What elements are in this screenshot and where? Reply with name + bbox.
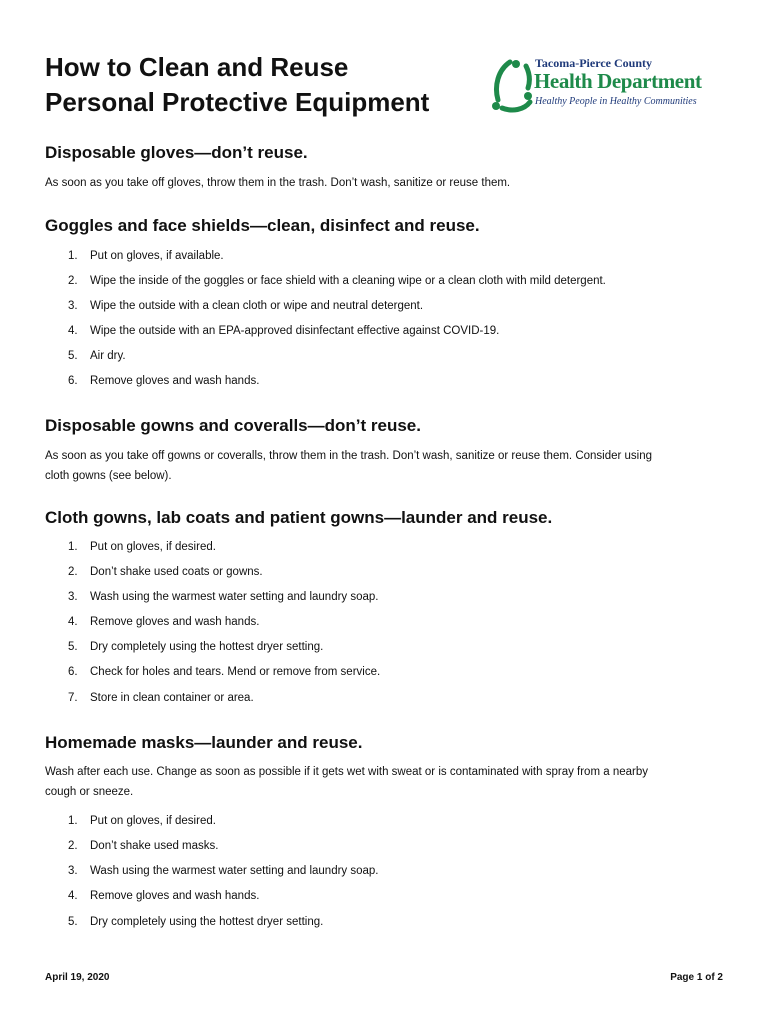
list-item-number: 4.: [68, 890, 78, 902]
list-item-text: Remove gloves and wash hands.: [90, 890, 260, 902]
list-item-number: 5.: [68, 350, 78, 362]
list-item-text: Remove gloves and wash hands.: [90, 616, 260, 628]
section-heading-goggles: Goggles and face shields—clean, disinfect and reuse.: [45, 216, 480, 235]
list-item-number: 5.: [68, 641, 78, 653]
list-item-text: Wipe the outside with an EPA-approved disinfectant effective against COVID-19.: [90, 325, 500, 337]
list-item-number: 3.: [68, 865, 78, 877]
list-item-text: Put on gloves, if available.: [90, 250, 224, 262]
page-title-line-1: How to Clean and Reuse: [45, 52, 349, 82]
logo-department-name: Health Department: [534, 69, 702, 93]
list-item-number: 6.: [68, 666, 78, 678]
paragraph-line: cloth gowns (see below).: [45, 470, 172, 482]
list-item-text: Store in clean container or area.: [90, 692, 254, 704]
list-item-text: Put on gloves, if desired.: [90, 541, 216, 553]
paragraph-line: As soon as you take off gowns or coveralls, throw them in the trash. Don’t wash, sanitize or reuse them. Consider using: [45, 450, 653, 462]
list-item-number: 6.: [68, 375, 78, 387]
list-item-number: 2.: [68, 275, 78, 287]
list-item-number: 4.: [68, 616, 78, 628]
footer-page-number: Page 1 of 2: [670, 972, 723, 983]
list-item-number: 4.: [68, 325, 78, 337]
health-department-logo: [490, 54, 730, 116]
list-item-number: 3.: [68, 300, 78, 312]
list-item-text: Remove gloves and wash hands.: [90, 375, 260, 387]
logo-tagline: Healthy People in Healthy Communities: [535, 96, 697, 107]
list-item-text: Dry completely using the hottest dryer setting.: [90, 641, 324, 653]
list-item-text: Wipe the outside with a clean cloth or wipe and neutral detergent.: [90, 300, 424, 312]
section-paragraph-disposable-gloves: [45, 173, 725, 193]
paragraph-line: cough or sneeze.: [45, 786, 134, 798]
list-item-text: Wipe the inside of the goggles or face shield with a cleaning wipe or a clean cloth with mild detergent.: [90, 275, 606, 287]
list-item-number: 1.: [68, 815, 78, 827]
list-item-text: Put on gloves, if desired.: [90, 815, 216, 827]
page-title: [45, 50, 475, 120]
section-heading-disposable-gloves: Disposable gloves—don’t reuse.: [45, 143, 308, 162]
section-heading-homemade-masks: Homemade masks—launder and reuse.: [45, 733, 363, 752]
list-item-text: Don’t shake used masks.: [90, 840, 219, 852]
list-item-number: 1.: [68, 250, 78, 262]
paragraph-line: As soon as you take off gloves, throw them in the trash. Don’t wash, sanitize or reuse them.: [45, 177, 511, 189]
section-paragraph-disposable-gowns: [45, 446, 725, 486]
list-item-text: Check for holes and tears. Mend or remove from service.: [90, 666, 381, 678]
list-item-text: Wash using the warmest water setting and laundry soap.: [90, 865, 379, 877]
page-title-line-2: Personal Protective Equipment: [45, 87, 430, 117]
paragraph-line: Wash after each use. Change as soon as possible if it gets wet with sweat or is contaminated with spray from a nearby: [45, 766, 648, 778]
list-item-text: Dry completely using the hottest dryer setting.: [90, 916, 324, 928]
list-item-text: Air dry.: [90, 350, 126, 362]
section-heading-cloth-gowns: Cloth gowns, lab coats and patient gowns—launder and reuse.: [45, 508, 553, 527]
list-item-number: 5.: [68, 916, 78, 928]
logo-county-name: Tacoma-Pierce County: [535, 56, 652, 70]
list-item-text: Wash using the warmest water setting and laundry soap.: [90, 591, 379, 603]
logo-swirl-icon: [490, 56, 534, 114]
section-paragraph-homemade-masks: [45, 762, 725, 802]
list-item-number: 7.: [68, 692, 78, 704]
list-item-number: 2.: [68, 566, 78, 578]
list-item-number: 1.: [68, 541, 78, 553]
list-item-number: 3.: [68, 591, 78, 603]
list-item-number: 2.: [68, 840, 78, 852]
section-heading-disposable-gowns: Disposable gowns and coveralls—don’t reuse.: [45, 416, 421, 435]
list-item-text: Don’t shake used coats or gowns.: [90, 566, 263, 578]
footer-date: April 19, 2020: [45, 972, 110, 983]
